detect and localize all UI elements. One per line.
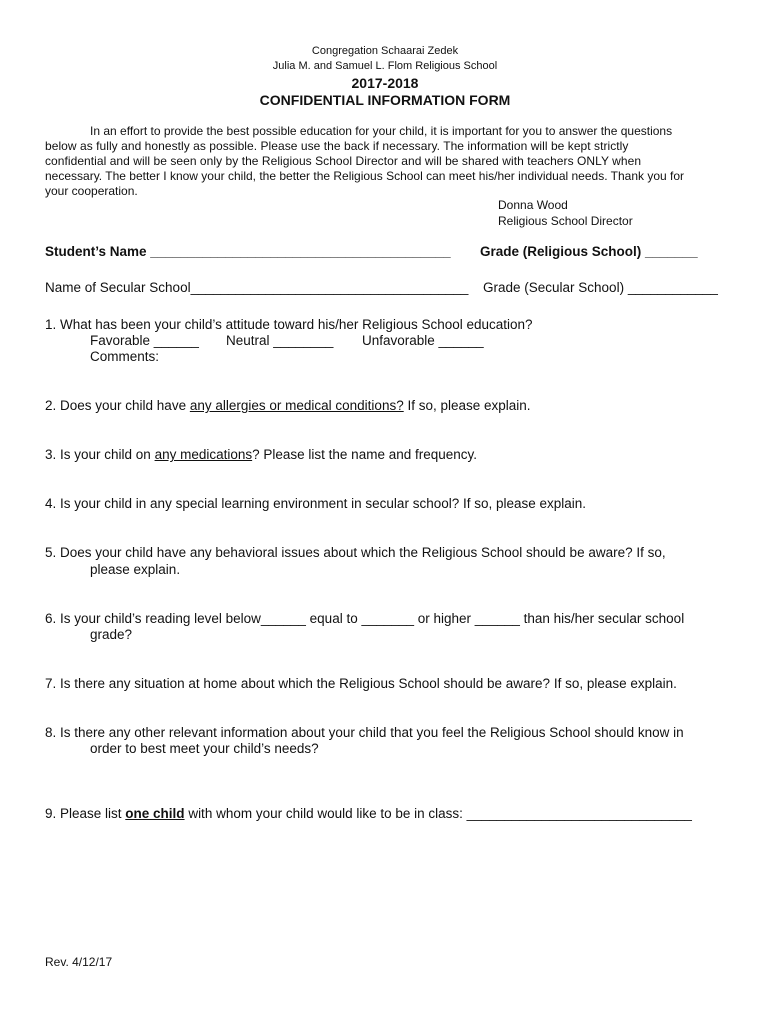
question-1: 1. What has been your child’s attitude toward his/her Religious School education? (45, 317, 533, 332)
secular-school-field[interactable]: Name of Secular School_____________________________________ (45, 280, 469, 295)
question-8: 8. Is there any other relevant information about your child that you feel the Religious School should know in (45, 725, 684, 740)
question-5-cont: please explain. (90, 562, 181, 577)
director-name: Donna Wood (498, 198, 568, 212)
intro-line: In an effort to provide the best possible education for your child, it is important for you to answer the questions (90, 124, 673, 138)
org-name: Congregation Schaarai Zedek (311, 45, 459, 57)
question-5: 5. Does your child have any behavioral issues about which the Religious School should be aware? If so, (45, 545, 666, 560)
question-9[interactable]: 9. Please list one child with whom your child would like to be in class: ______________________________ (45, 806, 692, 821)
unfavorable-option[interactable]: Unfavorable ______ (362, 333, 484, 348)
school-name: Julia M. and Samuel L. Flom Religious School (272, 60, 498, 72)
director-title: Religious School Director (498, 214, 633, 228)
comments-label: Comments: (90, 349, 160, 364)
neutral-option[interactable]: Neutral ________ (226, 333, 334, 348)
intro-line: below as fully and honestly as possible. Please use the back if necessary. The information will be kept strictly (45, 139, 629, 153)
question-6: 6. Is your child’s reading level below______ equal to _______ or higher ______ than his/her secular school (45, 611, 685, 626)
question-2: 2. Does your child have any allergies or medical conditions? If so, please explain. (45, 398, 531, 413)
question-8-cont: order to best meet your child’s needs? (90, 741, 319, 756)
intro-line: your cooperation. (45, 184, 138, 198)
student-name-field[interactable]: Student’s Name ________________________________________ (45, 244, 451, 259)
grade-religious-field[interactable]: Grade (Religious School) _______ (480, 244, 698, 259)
question-4: 4. Is your child in any special learning environment in secular school? If so, please explain. (45, 496, 587, 511)
form-title: CONFIDENTIAL INFORMATION FORM (259, 92, 511, 108)
school-year: 2017-2018 (351, 75, 419, 91)
grade-secular-field[interactable]: Grade (Secular School) ____________ (483, 280, 718, 295)
question-6-cont: grade? (90, 627, 133, 642)
favorable-option[interactable]: Favorable ______ (90, 333, 199, 348)
intro-line: confidential and will be seen only by the Religious School Director and will be shared with teachers ONLY when (45, 154, 642, 168)
intro-line: necessary. The better I know your child, the better the Religious School can meet his/her individual needs. Thank you for (45, 169, 685, 183)
revision-date: Rev. 4/12/17 (45, 955, 113, 969)
question-3: 3. Is your child on any medications? Please list the name and frequency. (45, 447, 478, 462)
question-7: 7. Is there any situation at home about which the Religious School should be aware? If so, please explain. (45, 676, 677, 691)
